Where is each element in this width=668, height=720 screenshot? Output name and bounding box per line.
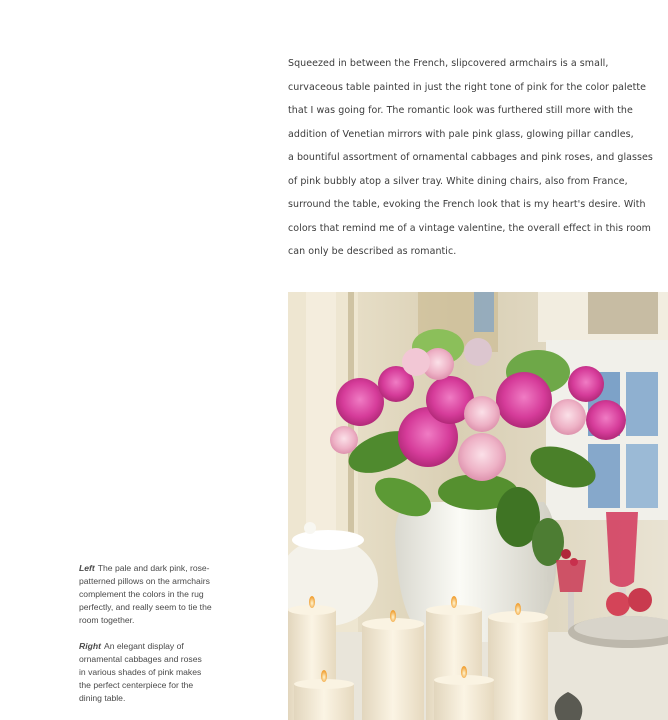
- body-line: Squeezed in between the French, slipcovered armchairs is a small,: [288, 58, 609, 69]
- body-line: surround the table, evoking the French look that is my heart's desire. With: [288, 199, 646, 210]
- caption-label: Left: [79, 563, 95, 573]
- body-line: that I was going for. The romantic look was furthered still more with the: [288, 105, 633, 116]
- caption-line: dining table.: [79, 693, 126, 703]
- caption-line: ornamental cabbages and roses: [79, 654, 202, 664]
- body-line: a bountiful assortment of ornamental cabbages and pink roses, and glasses: [288, 152, 653, 163]
- caption-line: [79, 562, 229, 575]
- caption-line: complement the colors in the rug: [79, 589, 204, 599]
- caption-text: The pale and dark pink, rose-: [97, 563, 210, 573]
- caption-line: perfectly, and really seem to tie the: [79, 602, 212, 612]
- caption-line: [79, 640, 229, 653]
- body-line: colors that remind me of a vintage valentine, the overall effect in this room: [288, 222, 651, 234]
- body-line: curvaceous table painted in just the right tone of pink for the color palette: [288, 81, 647, 93]
- body-line: addition of Venetian mirrors with pale pink glass, glowing pillar candles,: [288, 128, 634, 140]
- body-line: can only be described as romantic.: [288, 246, 457, 257]
- caption-line: in various shades of pink makes: [79, 667, 202, 677]
- caption-text: An elegant display of: [103, 641, 184, 651]
- caption-line: the perfect centerpiece for the: [79, 680, 194, 690]
- caption-right: [79, 640, 229, 705]
- caption-line: patterned pillows on the armchairs: [79, 576, 210, 586]
- body-line: of pink bubbly atop a silver tray. White dining chairs, also from France,: [288, 175, 628, 187]
- centerpiece-photo: [288, 292, 668, 720]
- caption-left: [79, 562, 229, 627]
- caption-line: room together.: [79, 615, 135, 625]
- body-text: [288, 52, 653, 264]
- photo-captions: [79, 562, 229, 718]
- caption-label: Right: [79, 641, 101, 651]
